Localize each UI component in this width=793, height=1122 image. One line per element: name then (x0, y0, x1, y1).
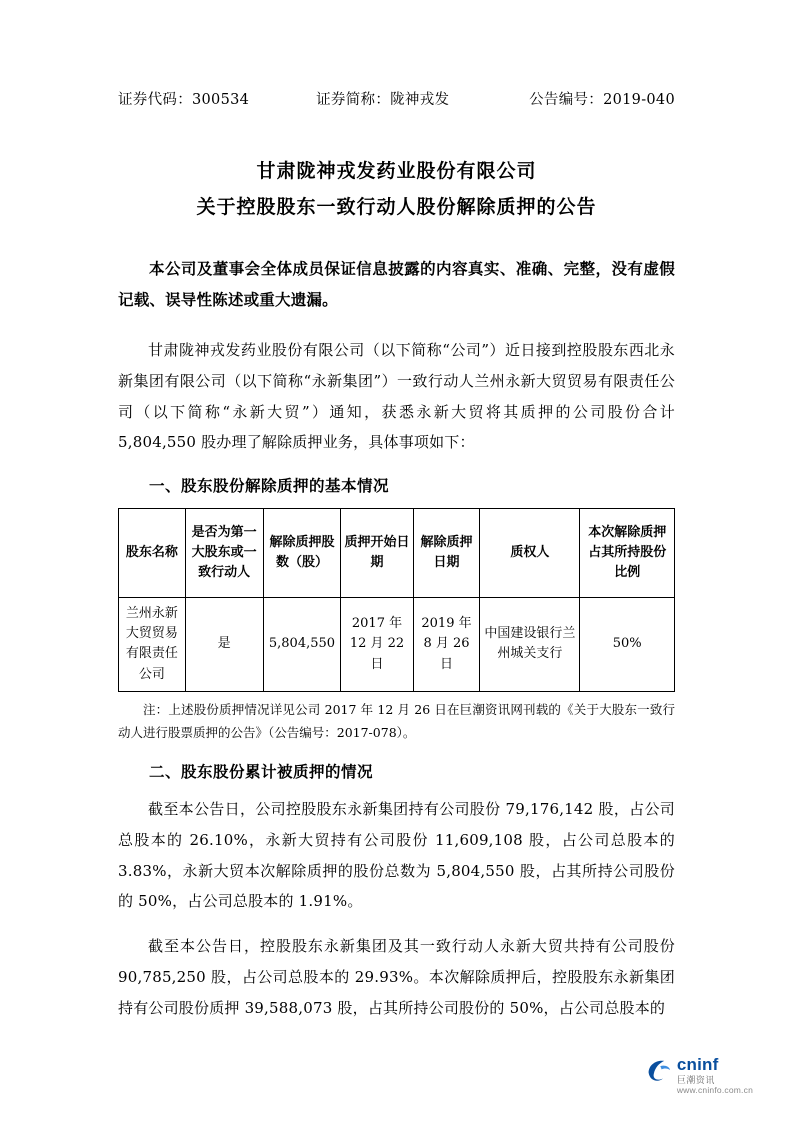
cell-released-shares: 5,804,550 (263, 598, 341, 692)
cell-pledgee: 中国建设银行兰州城关支行 (480, 598, 580, 692)
th-released-shares: 解除质押股数（股） (263, 509, 341, 598)
section-2-heading: 二、股东股份累计被质押的情况 (149, 762, 374, 781)
security-abbreviation: 证券简称：陇神戎发 (316, 92, 450, 108)
table-row (119, 598, 675, 692)
th-shareholder-name: 股东名称 (119, 509, 186, 598)
th-pledgee: 质权人 (480, 509, 580, 598)
cninfo-mark-icon (646, 1057, 672, 1083)
company-name-title: 甘肃陇神戎发药业股份有限公司 (256, 160, 537, 182)
th-is-largest-shareholder: 是否为第一大股东或一致行动人 (185, 509, 263, 598)
cell-shareholder-name: 兰州永新大贸贸易有限责任公司 (119, 598, 186, 692)
announcement-title: 关于控股股东一致行动人股份解除质押的公告 (196, 196, 597, 219)
table-head (119, 509, 675, 598)
section-1-heading: 一、股东股份解除质押的基本情况 (149, 476, 390, 496)
th-release-date: 解除质押日期 (413, 509, 480, 598)
cninfo-logo-text (677, 1055, 753, 1096)
cninfo-logo-url: www.cninfo.com.cn (676, 1085, 753, 1096)
section-2-paragraph-2: 截至本公告日，控股股东永新集团及其一致行动人永新大贸共持有公司股份 90,785,250 股，占公司总股本的 29.93%。本次解除质押后，控股股东永新集团持有公司股份质押 39,588,073 股，占其所持公司股份的 50%，占公司总股本的 (118, 937, 675, 1017)
cell-pledge-start-date: 2017 年 12 月 22 日 (341, 598, 413, 692)
cninfo-logo (646, 1055, 753, 1096)
security-code: 证券代码：300534 (118, 92, 250, 108)
document-header (118, 88, 675, 109)
intro-paragraph: 甘肃陇神戎发药业股份有限公司（以下简称“公司”）近日接到控股股东西北永新集团有限公司（以下简称“永新集团”）一致行动人兰州永新大贸贸易有限责任公司（以下简称“永新大贸”）通知，获悉永新大贸将其质押的公司股份合计 5,804,550 股办理了解除质押业务，具体事项如下： (118, 341, 675, 452)
announcement-number: 公告编号：2019-040 (529, 92, 675, 108)
cell-release-date: 2019 年 8 月 26 日 (413, 598, 480, 692)
table-header-row (119, 509, 675, 598)
cninfo-logo-name: cninf (676, 1055, 719, 1075)
disclosure-statement: 本公司及董事会全体成员保证信息披露的内容真实、准确、完整，没有虚假记载、误导性陈述或重大遗漏。 (118, 259, 675, 310)
cninfo-logo-cn: 巨潮资讯 (676, 1074, 715, 1085)
th-release-ratio: 本次解除质押占其所持股份比例 (580, 509, 675, 598)
section-2-paragraph-1: 截至本公告日，公司控股股东永新集团持有公司股份 79,176,142 股，占公司总股本的 26.10%，永新大贸持有公司股份 11,609,108 股，占公司总股本的 3.83%，永新大贸本次解除质押的股份总数为 5,804,550 股，占其所持公司股份的 50%，占公司总股本的 1.91%。 (118, 800, 675, 911)
th-pledge-start-date: 质押开始日期 (341, 509, 413, 598)
cell-release-ratio: 50% (580, 598, 675, 692)
table-note: 注：上述股份质押情况详见公司 2017 年 12 月 26 日在巨潮资讯网刊载的《关于大股东一致行动人进行股票质押的公告》（公告编号：2017-078）。 (118, 701, 675, 740)
pledge-release-table (118, 508, 675, 692)
cell-is-largest-shareholder: 是 (185, 598, 263, 692)
table-body (119, 598, 675, 692)
